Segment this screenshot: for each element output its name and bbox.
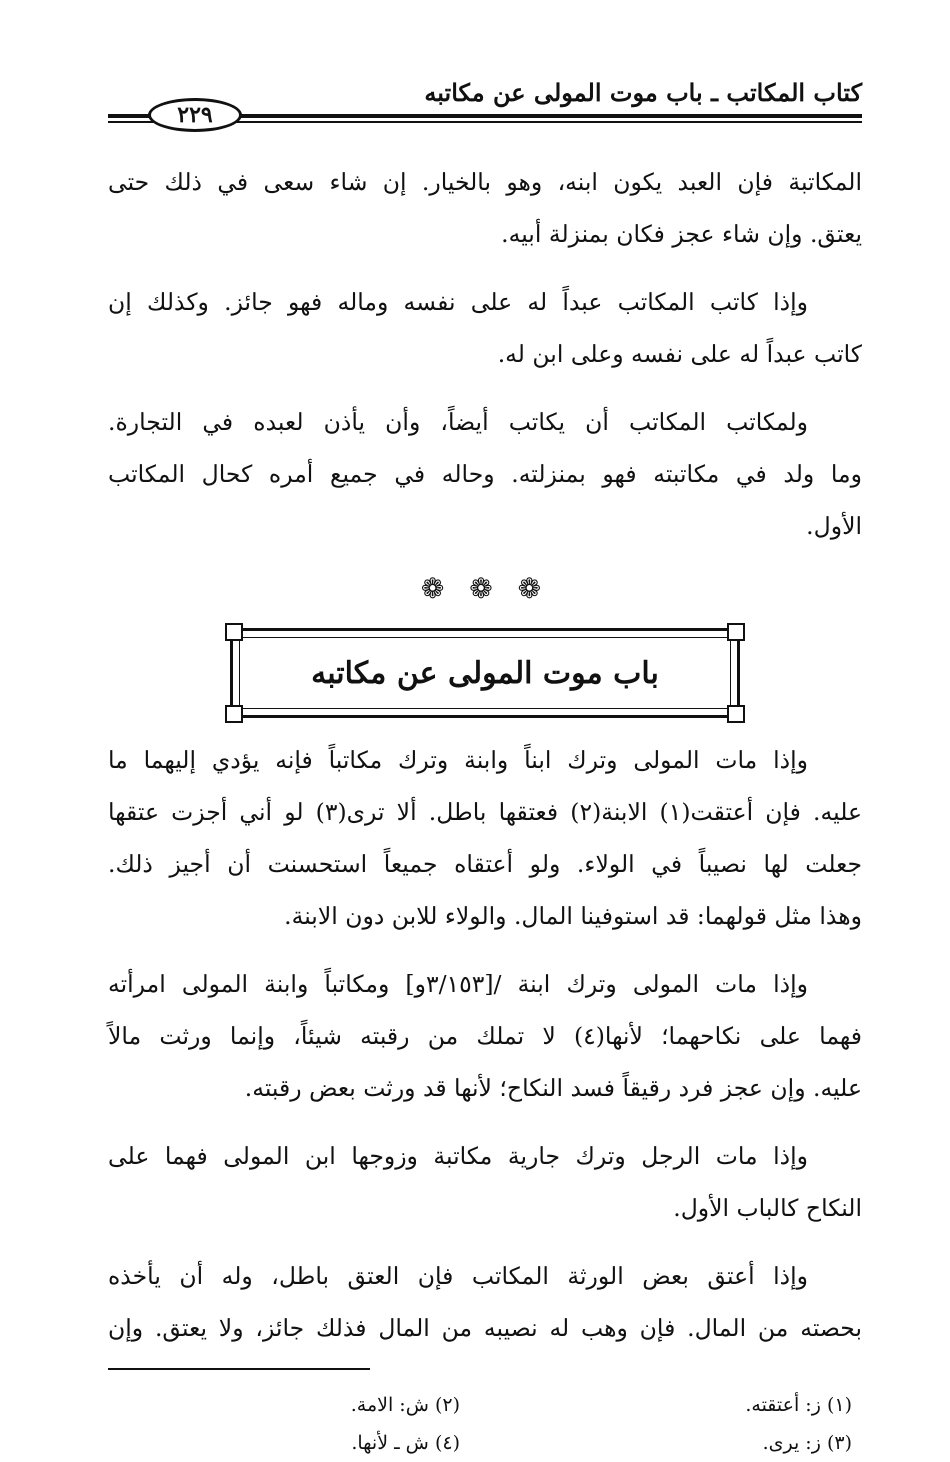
paragraph: [108, 958, 862, 1114]
footnote: [108, 1424, 460, 1462]
text-line: يعتق. وإن شاء عجز فكان بمنزلة أبيه.: [501, 220, 862, 248]
footnote: [500, 1424, 852, 1462]
footnote-text: ش: الامة.: [350, 1394, 429, 1416]
footnote-number: (١): [826, 1394, 852, 1416]
text-line: وإذا أعتق بعض الورثة المكاتب فإن العتق باطل، وله أن يأخذه: [108, 1262, 808, 1290]
text-line: وهذا مثل قولهما: قد استوفينا المال. والولاء للابن دون الابنة.: [284, 902, 862, 930]
text-line: النكاح كالباب الأول.: [673, 1194, 862, 1222]
paragraph: [108, 396, 862, 552]
header-title: كتاب المكاتب ـ باب موت المولى عن مكاتبه: [424, 78, 862, 107]
paragraph: [108, 156, 862, 260]
running-header: [108, 78, 862, 130]
text-line: عليه. وإن عجز فرد رقيقاً فسد النكاح؛ لأنها قد ورثت بعض رقبته.: [244, 1074, 862, 1102]
footnote-divider: [108, 1368, 370, 1370]
chapter-title-frame: [230, 628, 740, 718]
footnote-number: (٤): [434, 1432, 460, 1454]
body-text: [108, 156, 862, 552]
text-line: وما ولد في مكاتبته فهو بمنزلته. وحاله في جميع أمره كحال المكاتب: [108, 460, 862, 488]
section-ornament: ❁ ❁ ❁: [420, 572, 550, 605]
paragraph: [108, 276, 862, 380]
text-line: وإذا مات المولى وترك ابناً وابنة وترك مكاتباً فإنه يؤدي إليهما ما: [108, 746, 808, 774]
footnote-text: ش ـ لأنها.: [351, 1432, 429, 1454]
footnote: [500, 1386, 852, 1424]
text-line: الأول.: [806, 512, 862, 540]
paragraph: [108, 1250, 862, 1354]
chapter-body: [108, 734, 862, 1354]
text-line: جعلت لها نصيباً في الولاء. ولو أعتقاه جميعاً استحسنت أن أجيز ذلك.: [108, 850, 862, 878]
footnote-number: (٢): [434, 1394, 460, 1416]
text-line: وإذا كاتب المكاتب عبداً له على نفسه وماله فهو جائز. وكذلك إن: [108, 288, 808, 316]
footnote: [108, 1386, 460, 1424]
page-number: ٢٢٩: [148, 98, 242, 132]
text-line: وإذا مات الرجل وترك جارية مكاتبة وزوجها ابن المولى فهما على: [108, 1142, 808, 1170]
footnote-text: ز: أعتقته.: [745, 1394, 821, 1416]
chapter-title: باب موت المولى عن مكاتبه: [311, 655, 659, 691]
text-line: بحصته من المال. فإن وهب له نصيبه من المال فذلك جائز، ولا يعتق. وإن: [108, 1314, 862, 1342]
paragraph: [108, 734, 862, 942]
text-line: المكاتبة فإن العبد يكون ابنه، وهو بالخيار. إن شاء سعى في ذلك حتى: [108, 168, 862, 196]
page: [108, 78, 862, 1462]
footnote-text: ز: يرى.: [762, 1432, 821, 1454]
text-line: ولمكاتب المكاتب أن يكاتب أيضاً، وأن يأذن لعبده في التجارة.: [108, 408, 808, 436]
text-line: كاتب عبداً له على نفسه وعلى ابن له.: [497, 340, 862, 368]
text-line: عليه. فإن أعتقت(١) الابنة(٢) فعتقها باطل. ألا ترى(٣) لو أني أجزت عتقها: [108, 798, 863, 826]
text-line: فهما على نكاحهما؛ لأنها(٤) لا تملك من رقبته شيئاً، وإنما ورثت مالاً: [108, 1022, 862, 1050]
footnotes: [108, 1386, 862, 1462]
footnote-number: (٣): [826, 1432, 852, 1454]
paragraph: [108, 1130, 862, 1234]
text-line: وإذا مات المولى وترك ابنة /[٣/١٥٣و] ومكاتباً وابنة المولى امرأته: [108, 970, 809, 998]
